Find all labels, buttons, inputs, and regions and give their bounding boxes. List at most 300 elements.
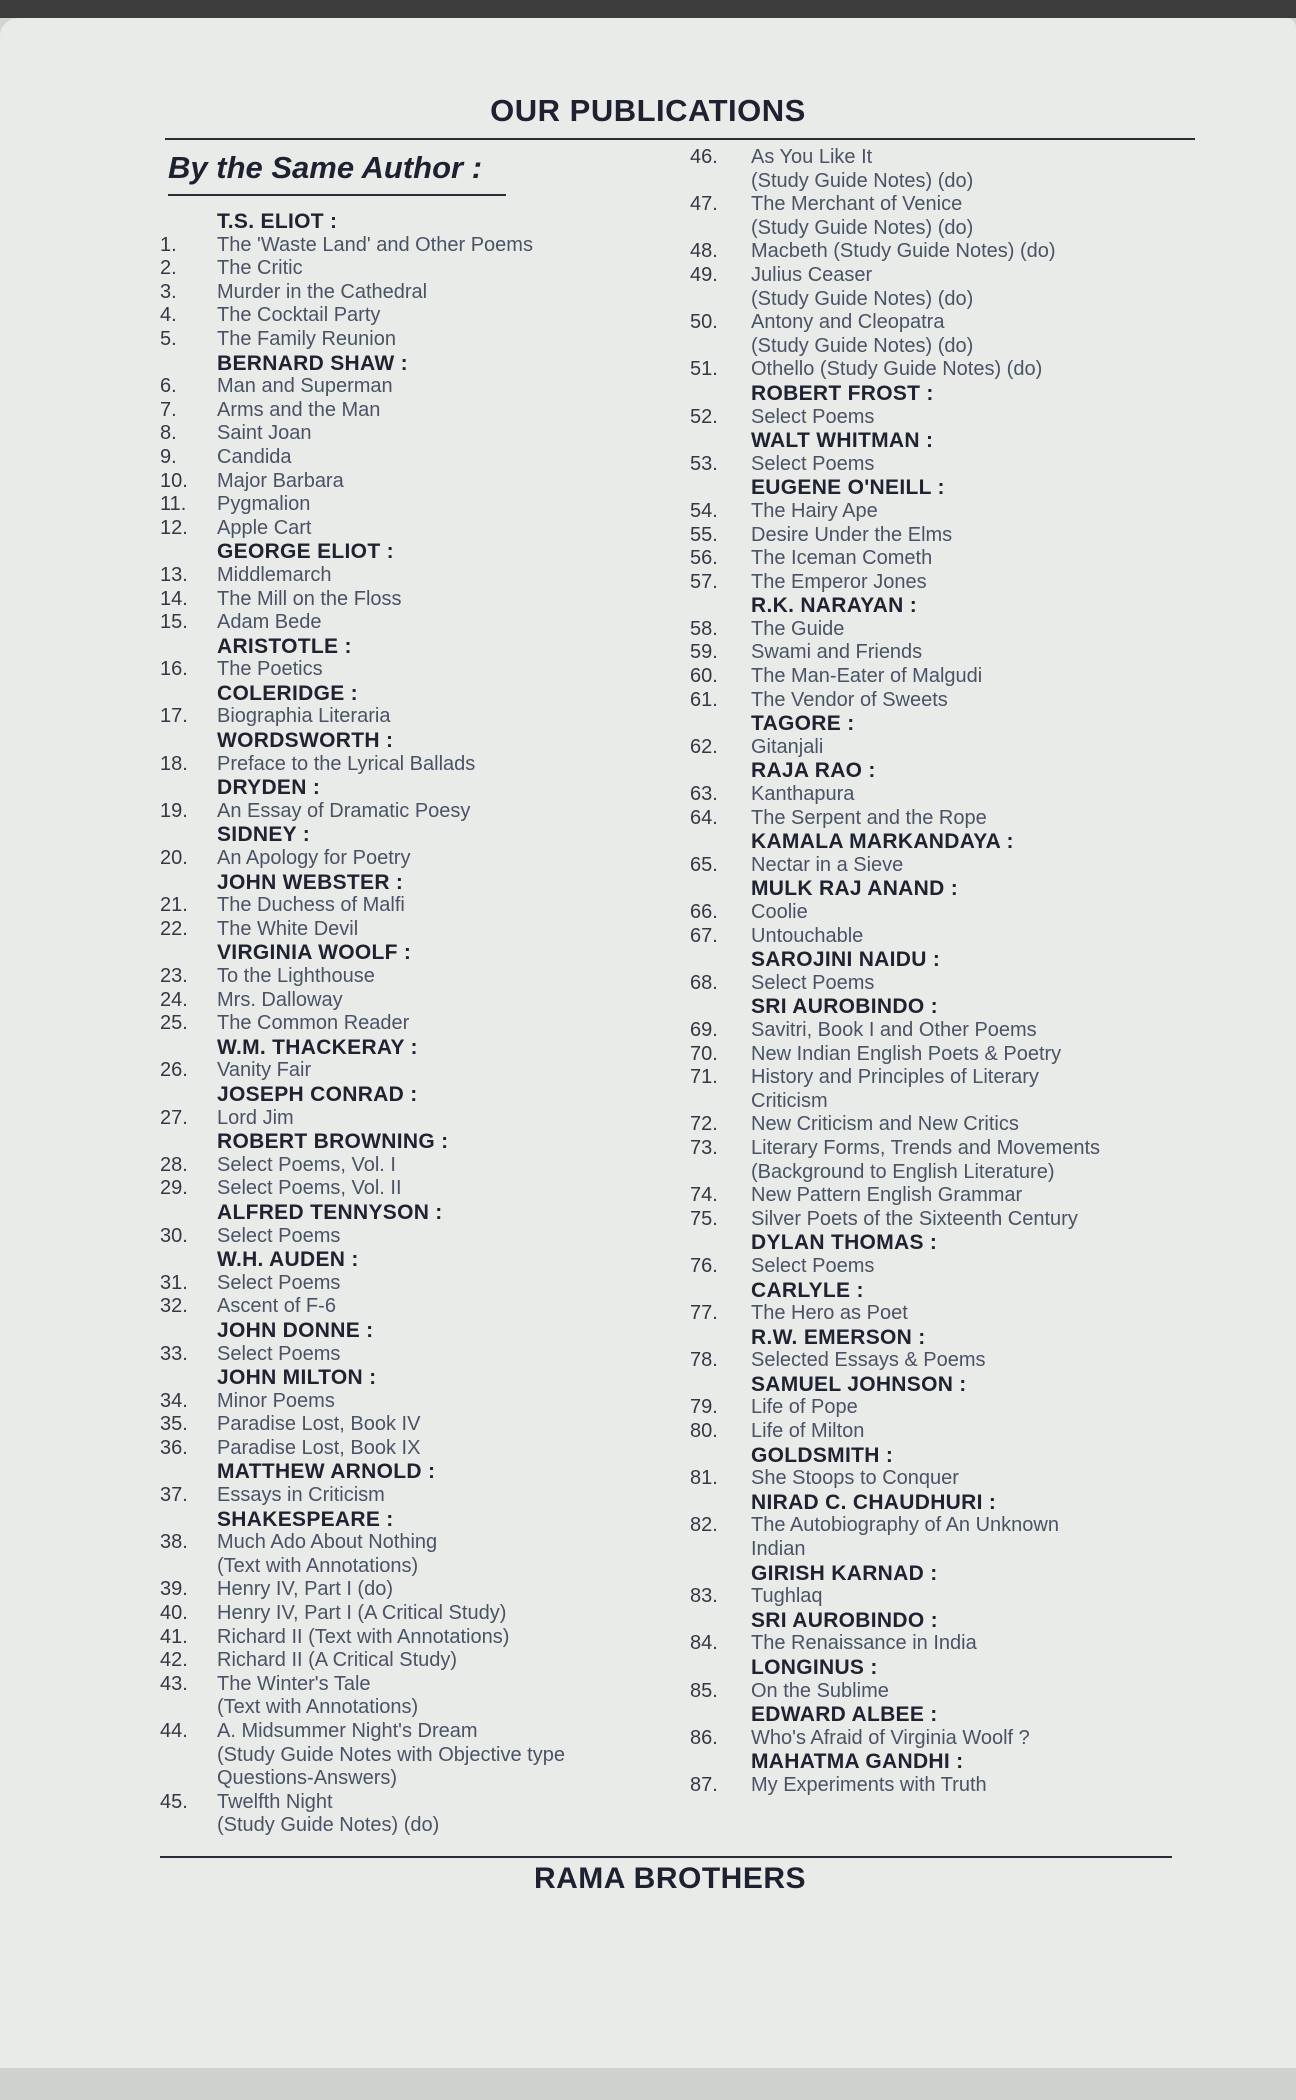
publication-title: New Criticism and New Critics — [751, 1113, 1019, 1136]
item-number: 75. — [690, 1207, 718, 1230]
publication-title: Literary Forms, Trends and Movements — [751, 1136, 1101, 1159]
item-number: 10. — [160, 469, 188, 492]
publication-item — [160, 564, 690, 588]
item-number: 1. — [160, 233, 177, 256]
item-number: 70. — [690, 1042, 718, 1065]
author-heading — [160, 1366, 690, 1390]
author-heading — [690, 1373, 1190, 1397]
publication-title: Othello (Study Guide Notes) (do) — [751, 358, 1043, 381]
left-publication-list — [160, 210, 690, 1838]
publication-item — [690, 689, 1190, 713]
publication-item — [690, 1774, 1190, 1798]
author-heading — [690, 1444, 1190, 1468]
publication-item — [690, 406, 1190, 430]
item-number: 80. — [690, 1420, 718, 1443]
publication-item — [690, 1396, 1190, 1420]
publication-item — [160, 493, 690, 517]
publication-title: The Guide — [751, 617, 845, 640]
author-name: JOHN MILTON : — [217, 1366, 377, 1390]
author-heading — [160, 871, 690, 895]
publication-item — [160, 989, 690, 1013]
publication-item — [690, 240, 1190, 264]
item-number: 32. — [160, 1295, 188, 1318]
author-heading — [690, 1562, 1190, 1586]
publication-title: Candida — [217, 445, 292, 468]
publication-item — [160, 1154, 690, 1178]
item-number: 69. — [690, 1018, 718, 1041]
item-number: 2. — [160, 257, 177, 280]
publication-title: Who's Afraid of Virginia Woolf ? — [751, 1726, 1030, 1749]
author-name: R.K. NARAYAN : — [751, 594, 918, 618]
publication-item — [690, 1137, 1190, 1161]
item-number: 84. — [690, 1632, 718, 1655]
publication-item — [160, 1012, 690, 1036]
item-number: 28. — [160, 1153, 188, 1176]
publication-title: Select Poems, Vol. II — [217, 1177, 402, 1200]
item-number: 45. — [160, 1790, 188, 1813]
author-name: SIDNEY : — [217, 823, 311, 847]
publication-title: (Study Guide Notes) (do) — [751, 169, 974, 192]
author-heading — [160, 352, 690, 376]
publication-title: Saint Joan — [217, 422, 312, 445]
publication-item — [690, 1184, 1190, 1208]
publication-item — [690, 1420, 1190, 1444]
author-heading — [690, 1326, 1190, 1350]
item-number: 18. — [160, 752, 188, 775]
author-heading — [160, 682, 690, 706]
publication-title: Kanthapura — [751, 783, 855, 806]
author-heading — [690, 759, 1190, 783]
publication-item — [160, 1673, 690, 1697]
publication-title: (Study Guide Notes) (do) — [751, 334, 974, 357]
author-name: ARISTOTLE : — [217, 634, 352, 658]
publication-title: An Apology for Poetry — [217, 847, 411, 870]
item-number: 74. — [690, 1184, 718, 1207]
publication-item-continuation — [160, 1767, 690, 1791]
item-number: 26. — [160, 1059, 188, 1082]
item-number: 36. — [160, 1436, 188, 1459]
author-name: JOHN DONNE : — [217, 1318, 374, 1342]
item-number: 48. — [690, 240, 718, 263]
publisher-name: RAMA BROTHERS — [533, 1862, 807, 1895]
author-heading — [160, 776, 690, 800]
author-name: DYLAN THOMAS : — [751, 1231, 938, 1255]
publication-item — [160, 1791, 690, 1815]
author-heading — [690, 429, 1190, 453]
publication-item — [690, 547, 1190, 571]
publication-title: (Study Guide Notes with Objective type — [217, 1743, 565, 1766]
author-name: CARLYLE : — [751, 1278, 864, 1302]
publication-title: Murder in the Cathedral — [217, 280, 428, 303]
publication-item-continuation — [690, 1538, 1190, 1562]
publication-item — [160, 1531, 690, 1555]
publication-item-continuation — [690, 335, 1190, 359]
publication-item — [690, 1585, 1190, 1609]
publication-title: New Indian English Poets & Poetry — [751, 1042, 1062, 1065]
publication-item — [160, 1225, 690, 1249]
publication-title: Nectar in a Sieve — [751, 853, 904, 876]
publication-title: History and Principles of Literary — [751, 1066, 1039, 1089]
publication-title: Julius Ceaser — [751, 263, 873, 286]
publication-item — [690, 193, 1190, 217]
publication-title: Henry IV, Part I (A Critical Study) — [217, 1602, 507, 1625]
author-name: W.H. AUDEN : — [217, 1248, 359, 1272]
publication-item-continuation — [690, 288, 1190, 312]
publication-title: The Common Reader — [217, 1012, 410, 1035]
publication-title: The Poetics — [217, 658, 323, 681]
item-number: 7. — [160, 398, 177, 421]
publication-title: Apple Cart — [217, 516, 312, 539]
publication-title: Select Poems — [751, 452, 875, 475]
item-number: 13. — [160, 563, 188, 586]
item-number: 25. — [160, 1012, 188, 1035]
publication-title: Minor Poems — [217, 1389, 335, 1412]
item-number: 33. — [160, 1342, 188, 1365]
item-number: 34. — [160, 1389, 188, 1412]
item-number: 76. — [690, 1254, 718, 1277]
publication-item — [160, 965, 690, 989]
author-name: SHAKESPEARE : — [217, 1507, 394, 1531]
item-number: 59. — [690, 641, 718, 664]
author-heading — [160, 941, 690, 965]
publication-item — [690, 453, 1190, 477]
publication-item — [690, 311, 1190, 335]
publication-title: The Serpent and the Rope — [751, 806, 987, 829]
item-number: 3. — [160, 280, 177, 303]
author-heading — [160, 729, 690, 753]
publication-title: Richard II (Text with Annotations) — [217, 1625, 510, 1648]
publication-title: The Mill on the Floss — [217, 587, 402, 610]
item-number: 30. — [160, 1224, 188, 1247]
publication-title: Antony and Cleopatra — [751, 311, 945, 334]
publication-title: Swami and Friends — [751, 641, 923, 664]
publication-title: A. Midsummer Night's Dream — [217, 1720, 478, 1742]
publication-item-continuation — [690, 170, 1190, 194]
author-name: DRYDEN : — [217, 776, 321, 800]
publication-title: Savitri, Book I and Other Poems — [751, 1018, 1037, 1041]
publication-item — [690, 925, 1190, 949]
publication-item — [160, 1390, 690, 1414]
same-author-heading: By the Same Author : — [168, 150, 483, 185]
item-number: 41. — [160, 1625, 188, 1648]
item-number: 51. — [690, 358, 718, 381]
subheading-underline — [168, 194, 506, 196]
author-name: VIRGINIA WOOLF : — [217, 941, 412, 965]
author-name: NIRAD C. CHAUDHURI : — [751, 1490, 997, 1514]
publication-item — [160, 1437, 690, 1461]
publication-item — [690, 524, 1190, 548]
author-name: MATTHEW ARNOLD : — [217, 1460, 436, 1484]
publication-title: Criticism — [751, 1089, 828, 1112]
publication-title: The White Devil — [217, 917, 359, 940]
publication-item — [690, 146, 1190, 170]
item-number: 44. — [160, 1720, 188, 1742]
publication-item — [690, 618, 1190, 642]
publication-item — [690, 1680, 1190, 1704]
publication-item-continuation — [690, 1161, 1190, 1185]
publication-item — [690, 1113, 1190, 1137]
publication-title: New Pattern English Grammar — [751, 1184, 1023, 1207]
publication-title: Arms and the Man — [217, 398, 381, 421]
publication-item — [690, 665, 1190, 689]
publication-title: Essays in Criticism — [217, 1484, 385, 1507]
author-heading — [160, 1130, 690, 1154]
publication-title: Select Poems — [217, 1224, 341, 1247]
item-number: 35. — [160, 1413, 188, 1436]
publication-title: She Stoops to Conquer — [751, 1467, 959, 1490]
author-heading — [690, 382, 1190, 406]
item-number: 77. — [690, 1302, 718, 1325]
item-number: 68. — [690, 971, 718, 994]
publication-title: My Experiments with Truth — [751, 1773, 987, 1796]
item-number: 81. — [690, 1467, 718, 1490]
item-number: 19. — [160, 799, 188, 822]
item-number: 87. — [690, 1773, 718, 1796]
item-number: 71. — [690, 1066, 718, 1089]
publication-title: The Cocktail Party — [217, 304, 381, 327]
author-name: RAJA RAO : — [751, 759, 876, 783]
publication-title: The Duchess of Malfi — [217, 894, 405, 917]
item-number: 20. — [160, 847, 188, 870]
author-name: TAGORE : — [751, 712, 855, 736]
publication-item — [690, 783, 1190, 807]
publication-item — [690, 1349, 1190, 1373]
publication-title: Preface to the Lyrical Ballads — [217, 752, 476, 775]
author-heading — [690, 1703, 1190, 1727]
item-number: 38. — [160, 1531, 188, 1554]
item-number: 47. — [690, 193, 718, 216]
item-number: 79. — [690, 1396, 718, 1419]
publication-title: The Iceman Cometh — [751, 547, 933, 570]
item-number: 14. — [160, 587, 188, 610]
author-heading — [690, 1609, 1190, 1633]
publication-item — [690, 1467, 1190, 1491]
publication-item — [160, 257, 690, 281]
author-heading — [690, 995, 1190, 1019]
publication-item — [690, 854, 1190, 878]
publication-title: The Vendor of Sweets — [751, 688, 948, 711]
publication-item — [160, 234, 690, 258]
publication-item — [160, 1578, 690, 1602]
author-heading — [690, 1231, 1190, 1255]
publication-item — [160, 918, 690, 942]
item-number: 62. — [690, 735, 718, 758]
publication-item — [160, 658, 690, 682]
item-number: 5. — [160, 327, 177, 350]
publication-title: The Autobiography of An Unknown — [751, 1514, 1059, 1537]
publication-item — [160, 281, 690, 305]
author-name: SRI AUROBINDO : — [751, 1608, 938, 1632]
item-number: 54. — [690, 499, 718, 522]
item-number: 60. — [690, 665, 718, 688]
publication-item — [160, 1413, 690, 1437]
author-name: R.W. EMERSON : — [751, 1325, 926, 1349]
item-number: 46. — [690, 146, 718, 168]
item-number: 6. — [160, 375, 177, 398]
author-name: JOSEPH CONRAD : — [217, 1082, 418, 1106]
publication-title: (Study Guide Notes) (do) — [217, 1814, 440, 1837]
item-number: 56. — [690, 547, 718, 570]
item-number: 17. — [160, 705, 188, 728]
publication-title: As You Like It — [751, 146, 873, 168]
publication-item-continuation — [160, 1696, 690, 1720]
publication-title: To the Lighthouse — [217, 965, 375, 987]
publication-title: The Winter's Tale — [217, 1672, 371, 1695]
author-heading — [160, 1248, 690, 1272]
photo-bottom-edge — [0, 2068, 1296, 2100]
publication-item — [160, 847, 690, 871]
author-heading — [160, 823, 690, 847]
publication-title: The Family Reunion — [217, 327, 396, 350]
publication-item — [160, 1059, 690, 1083]
publication-title: Henry IV, Part I (do) — [217, 1578, 393, 1601]
publication-title: The Merchant of Venice — [751, 193, 963, 216]
publication-item — [160, 1649, 690, 1673]
item-number: 55. — [690, 523, 718, 546]
publication-title: (Text with Annotations) — [217, 1696, 419, 1719]
author-heading — [690, 830, 1190, 854]
item-number: 66. — [690, 901, 718, 923]
item-number: 58. — [690, 617, 718, 640]
author-name: SRI AUROBINDO : — [751, 995, 938, 1019]
publication-item-continuation — [160, 1555, 690, 1579]
item-number: 50. — [690, 311, 718, 334]
item-number: 52. — [690, 405, 718, 428]
publication-title: Questions-Answers) — [217, 1767, 398, 1790]
author-heading — [690, 1279, 1190, 1303]
item-number: 31. — [160, 1271, 188, 1294]
publication-title: Lord Jim — [217, 1106, 294, 1129]
publication-item — [690, 972, 1190, 996]
photo-top-edge — [0, 0, 1296, 18]
author-name: COLERIDGE : — [217, 681, 358, 705]
author-heading — [160, 635, 690, 659]
publication-item — [690, 901, 1190, 925]
author-name: T.S. ELIOT : — [217, 210, 338, 233]
publication-title: On the Sublime — [751, 1679, 889, 1702]
item-number: 42. — [160, 1649, 188, 1672]
publication-item — [690, 807, 1190, 831]
publication-item — [690, 500, 1190, 524]
author-name: MAHATMA GANDHI : — [751, 1750, 964, 1774]
author-heading — [690, 1750, 1190, 1774]
publication-title: Middlemarch — [217, 563, 332, 586]
publication-title: The Hero as Poet — [751, 1302, 908, 1325]
item-number: 82. — [690, 1514, 718, 1537]
author-name: ROBERT BROWNING : — [217, 1130, 449, 1154]
publication-title: Indian — [751, 1538, 806, 1561]
publication-title: Paradise Lost, Book IV — [217, 1413, 421, 1436]
item-number: 37. — [160, 1484, 188, 1507]
publication-item — [160, 1295, 690, 1319]
item-number: 86. — [690, 1726, 718, 1749]
publication-item-continuation — [690, 1090, 1190, 1114]
item-number: 22. — [160, 917, 188, 940]
item-number: 49. — [690, 263, 718, 286]
publication-item-continuation — [160, 1744, 690, 1768]
author-name: BERNARD SHAW : — [217, 351, 408, 375]
publication-title: Gitanjali — [751, 735, 824, 758]
publication-title: Biographia Literaria — [217, 705, 391, 728]
author-name: JOHN WEBSTER : — [217, 870, 404, 894]
publication-item — [160, 611, 690, 635]
publication-title: (Study Guide Notes) (do) — [751, 287, 974, 310]
publication-title: The Critic — [217, 257, 303, 280]
publication-title: (Background to English Literature) — [751, 1160, 1055, 1183]
publication-item — [690, 1019, 1190, 1043]
item-number: 78. — [690, 1349, 718, 1372]
author-name: EDWARD ALBEE : — [751, 1703, 938, 1727]
publication-title: (Text with Annotations) — [217, 1554, 419, 1577]
publication-item — [690, 641, 1190, 665]
item-number: 73. — [690, 1136, 718, 1159]
author-name: SAROJINI NAIDU : — [751, 948, 941, 972]
author-name: WORDSWORTH : — [217, 729, 394, 753]
item-number: 65. — [690, 853, 718, 876]
right-publication-list — [690, 146, 1190, 1798]
item-number: 9. — [160, 445, 177, 468]
publication-item — [160, 446, 690, 470]
author-name: GIRISH KARNAD : — [751, 1561, 938, 1585]
item-number: 64. — [690, 806, 718, 829]
item-number: 57. — [690, 570, 718, 593]
publication-item-continuation — [160, 1814, 690, 1838]
footer-rule — [160, 1856, 1172, 1858]
publication-item — [160, 800, 690, 824]
publication-title: Select Poems — [217, 1342, 341, 1365]
author-name: SAMUEL JOHNSON : — [751, 1372, 967, 1396]
publication-title: The Hairy Ape — [751, 499, 878, 522]
publication-item — [160, 328, 690, 352]
item-number: 43. — [160, 1672, 188, 1695]
item-number: 29. — [160, 1177, 188, 1200]
item-number: 83. — [690, 1585, 718, 1608]
publication-title: An Essay of Dramatic Poesy — [217, 799, 471, 822]
item-number: 11. — [160, 493, 187, 516]
publication-item — [690, 264, 1190, 288]
publication-title: Major Barbara — [217, 469, 344, 492]
publication-item — [690, 1043, 1190, 1067]
item-number: 15. — [160, 611, 188, 634]
publication-item — [690, 1255, 1190, 1279]
publication-item — [160, 1343, 690, 1367]
publication-title: Adam Bede — [217, 611, 322, 634]
publication-item — [160, 588, 690, 612]
item-number: 67. — [690, 924, 718, 947]
item-number: 8. — [160, 422, 177, 445]
author-heading — [160, 1083, 690, 1107]
publication-item — [160, 1177, 690, 1201]
author-heading — [160, 1460, 690, 1484]
author-heading — [690, 594, 1190, 618]
author-name: GEORGE ELIOT : — [217, 540, 394, 564]
author-name: LONGINUS : — [751, 1656, 878, 1679]
publication-item — [690, 736, 1190, 760]
author-heading — [160, 1036, 690, 1060]
publication-title: Tughlaq — [751, 1585, 823, 1608]
publication-title: Ascent of F-6 — [217, 1295, 336, 1318]
author-name: GOLDSMITH : — [751, 1443, 894, 1467]
publication-item — [160, 1107, 690, 1131]
publication-title: The Emperor Jones — [751, 570, 927, 593]
item-number: 63. — [690, 783, 718, 806]
publication-title: Select Poems — [751, 1254, 875, 1277]
publication-item — [160, 1626, 690, 1650]
author-heading — [690, 1491, 1190, 1515]
publication-item — [160, 375, 690, 399]
publication-item — [160, 1602, 690, 1626]
publication-title: Life of Pope — [751, 1396, 858, 1419]
